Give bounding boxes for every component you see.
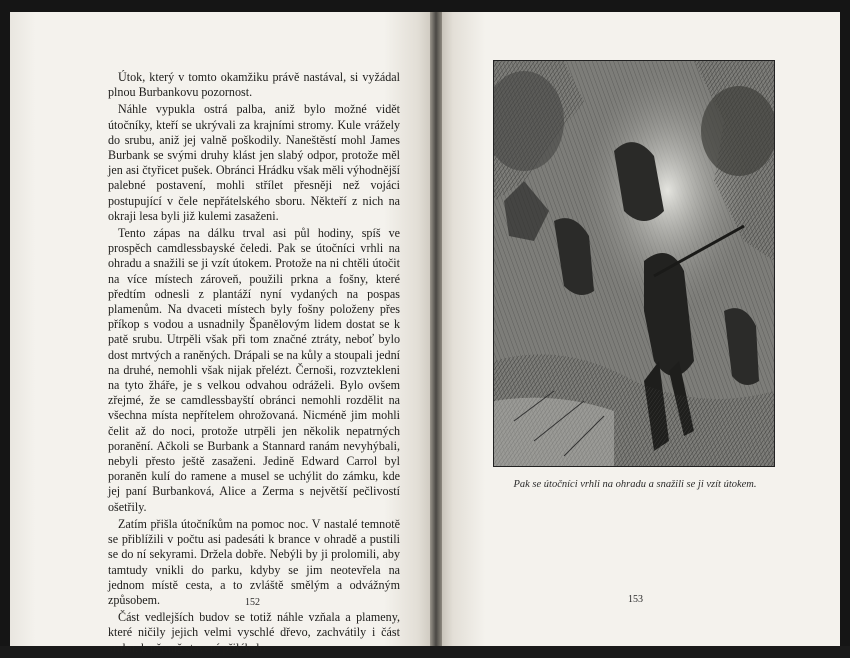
book-gutter — [430, 12, 442, 646]
paragraph: Zatím přišla útočníkům na pomoc noc. V nastalé temnotě se přiblížili v počtu asi padesáti k brance v ohradě a pustili se do ní sekyrami. Držela dobře. Nebýli by ji prolomili, aby tamtudy vnikli do parku, kdyby se jim neotevřela na jednom místě cesta, a to zvláště smělým a odvážným způsobem. — [108, 516, 400, 607]
engraving-illustration — [493, 60, 775, 467]
right-page-number: 153 — [628, 594, 643, 605]
paragraph: Tento zápas na dálku trval asi půl hodiny, spíš ve prospěch camdlessbayské čeledi. Pak se útočníci vrhli na ohradu a snažili se ji vzít útokem. Protože na ni chtěli útočit na více místech zároveň, použili prkna a fošny, které předtím odnesli z plantáží nyní vydaných na pospas plamenům. Na dvaceti místech byly fošny položeny přes příkop s vodou a usnadnily Španělovým lidem dostat se k patě srubu. Utrpěli však při tom značné ztráty, neboť bylo dost mrtvých a raněných. Drápali se na kůly a stoupali jední na druhé, nemohli však nijak přelézt. Černoši, rozvztekleni na tyto žháře, je s velkou odvahou odráželi. Bylo ovšem zřejmé, že se camdlessbayští obránci nemohli rozdělit na všechna místa nepřítelem ohrožovaná. Nicméně jim mohli čelit až do noci, protože utrpěli jen několik nepatrných poranění. Ačkoli se Burbank a Stannard ranám nevyhýbali, nebyli přesto ještě zasaženi. Jedině Edward Carrol byl poraněn kulí do ramene a musel se uchýlit do zámku, kde jej paní Burbanková, Alice a Zerma s největší pečlivostí ošetřily. — [108, 226, 400, 514]
paragraph: Náhle vypukla ostrá palba, aniž bylo možné vidět útočníky, kteří se ukrývali za krajními stromy. Kule vrážely do srubu, aniž jej valně poškodily. Naneštěstí mohl James Burbank se svými druhy klást jen slabý odpor, protože měl jen asi čtyřicet pušek. Obránci Hrádku však měli výhodnější palebné postavení, mohli střílet přesněji než vojáci postupující v čele nepřátelského sboru. Někteří z nich na okraji lesa byli již kulemi zasaženi. — [108, 102, 400, 223]
left-page-text — [108, 70, 400, 658]
left-page-number: 152 — [245, 597, 260, 608]
battle-scene-engraving — [494, 61, 774, 466]
paragraph: Útok, který v tomto okamžiku právě nastával, si vyžádal plnou Burbankovu pozornost. — [108, 70, 400, 100]
paragraph: Část vedlejších budov se totiž náhle vzňala a plameny, které ničily jejich velmi vyschlé dřevo, zachvátily i část srubu, k němuž stavení přiléhalo. — [108, 610, 400, 655]
illustration-caption: Pak se útočníci vrhli na ohradu a snažili se ji vzít útokem. — [513, 479, 757, 490]
